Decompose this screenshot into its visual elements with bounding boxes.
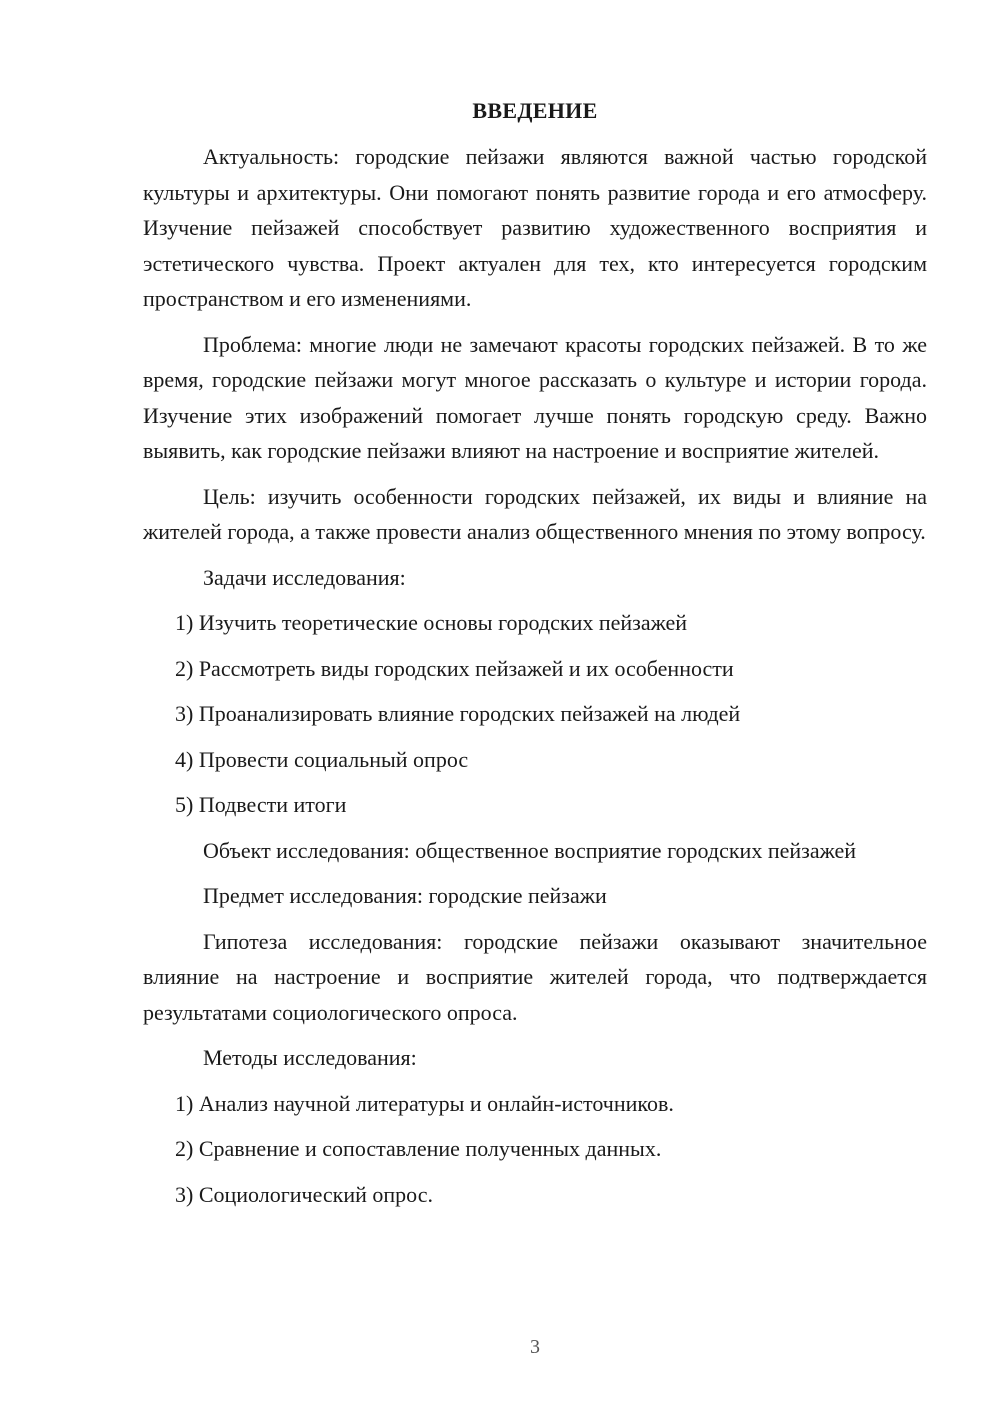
paragraph-object: Объект исследования: общественное восприятие городских пейзажей bbox=[203, 837, 857, 863]
paragraph-goal: Цель: изучить особенности городских пейзажей, их виды и влияние на жителей города, а также провести анализ общественного мнения по этому вопросу. bbox=[143, 483, 927, 544]
methods-list bbox=[143, 1086, 927, 1213]
paragraph-subject: Предмет исследования: городские пейзажи bbox=[203, 883, 607, 908]
tasks-label: Задачи исследования: bbox=[203, 564, 406, 590]
list-item: 2) Сравнение и сопоставление полученных данных. bbox=[175, 1136, 662, 1161]
paragraph-relevance: Актуальность: городские пейзажи являются важной частью городской культуры и архитектуры. Они помогают понять развитие города и его атмосферу. Изучение пейзажей способствует развитию художественного восприятия и эстетического чувства. Проект актуален для тех, кто интересуется городским пространством и его изменениями. bbox=[143, 144, 927, 311]
list-item: 3) Социологический опрос. bbox=[175, 1181, 433, 1207]
list-item: 3) Проанализировать влияние городских пейзажей на людей bbox=[175, 701, 741, 726]
list-item: 5) Подвести итоги bbox=[175, 792, 347, 817]
page-content bbox=[143, 93, 927, 1222]
tasks-list bbox=[143, 605, 927, 823]
paragraph-problem: Проблема: многие люди не замечают красоты городских пейзажей. В то же время, городские пейзажи могут многое рассказать о культуре и истории города. Изучение этих изображений помогает лучше понять городскую среду. Важно выявить, как городские пейзажи влияют на настроение и восприятие жителей. bbox=[143, 331, 927, 463]
list-item: 1) Изучить теоретические основы городских пейзажей bbox=[175, 610, 688, 635]
methods-label: Методы исследования: bbox=[203, 1045, 417, 1070]
list-item: 4) Провести социальный опрос bbox=[175, 746, 469, 772]
list-item: 2) Рассмотреть виды городских пейзажей и их особенности bbox=[175, 655, 734, 681]
list-item: 1) Анализ научной литературы и онлайн-источников. bbox=[175, 1090, 674, 1116]
paragraph-hypothesis: Гипотеза исследования: городские пейзажи оказывают значительное влияние на настроение и восприятие жителей города, что подтверждается результатами социологического опроса. bbox=[143, 928, 927, 1025]
page-title: ВВЕДЕНИЕ bbox=[472, 98, 598, 123]
page-number: 3 bbox=[530, 1336, 540, 1358]
